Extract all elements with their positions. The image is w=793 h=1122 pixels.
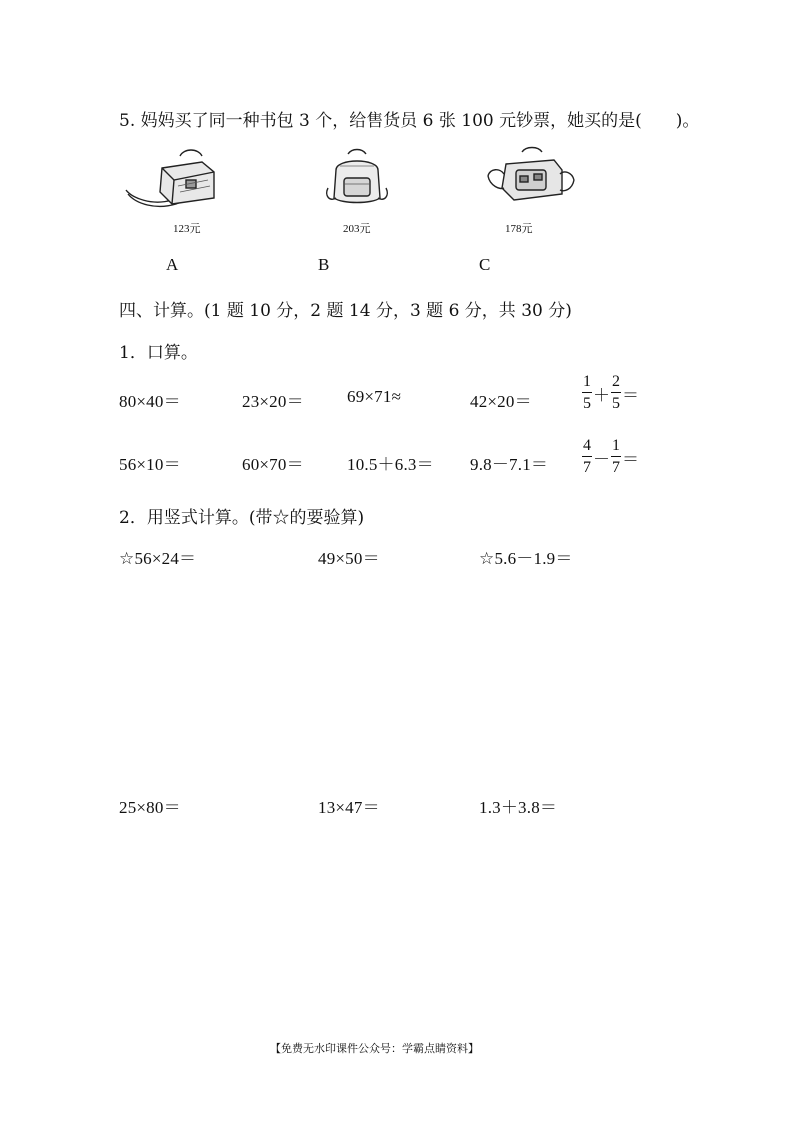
vertical-calc-item: ☆5.6－1.9＝	[479, 549, 573, 568]
oral-calc-item: 23×20＝	[242, 392, 304, 411]
denominator: 7	[583, 459, 591, 476]
fraction-expression-1	[582, 374, 640, 412]
vertical-calc-item: 1.3＋3.8＝	[479, 798, 558, 817]
oral-calc-item: 56×10＝	[119, 455, 181, 474]
footer-note: 【免费无水印课件公众号：学霸点睛资料】	[270, 1042, 479, 1055]
denominator: 5	[583, 395, 591, 412]
sub1-title: 1．口算。	[119, 343, 198, 363]
vertical-calc-item: 25×80＝	[119, 798, 181, 817]
numerator: 1	[582, 374, 592, 393]
section-4-title: 四、计算。(1 题 10 分，2 题 14 分，3 题 6 分，共 30 分)	[119, 301, 572, 321]
denominator: 7	[612, 459, 620, 476]
price-c: 178元	[505, 223, 533, 235]
school-bag-icon	[486, 146, 576, 208]
price-b: 203元	[343, 223, 371, 235]
option-a[interactable]: A	[166, 255, 179, 274]
fraction	[582, 374, 592, 412]
backpack-icon	[322, 148, 392, 208]
oral-calc-item: 80×40＝	[119, 392, 181, 411]
numerator: 4	[582, 438, 592, 457]
oral-calc-item: 69×71≈	[347, 387, 402, 406]
sub2-title: 2．用竖式计算。(带☆的要验算)	[119, 508, 365, 528]
operator: ＋	[593, 385, 610, 405]
numerator: 1	[611, 438, 621, 457]
oral-calc-item: 10.5＋6.3＝	[347, 455, 434, 474]
fraction	[582, 438, 592, 476]
equals-sign: ＝	[622, 385, 639, 405]
fraction-expression-2	[582, 438, 640, 476]
equals-sign: ＝	[622, 449, 639, 469]
fraction	[611, 438, 621, 476]
shoulder-bag-icon	[122, 146, 222, 212]
question-5-text: 5. 妈妈买了同一种书包 3 个，给售货员 6 张 100 元钞票，她买的是( )。	[119, 111, 700, 131]
price-a: 123元	[173, 223, 201, 235]
fraction	[611, 374, 621, 412]
oral-calc-item: 9.8－7.1＝	[470, 455, 549, 474]
vertical-calc-item: 49×50＝	[318, 549, 380, 568]
option-b[interactable]: B	[318, 255, 330, 274]
vertical-calc-item: ☆56×24＝	[119, 549, 197, 568]
numerator: 2	[611, 374, 621, 393]
option-c[interactable]: C	[479, 255, 491, 274]
denominator: 5	[612, 395, 620, 412]
vertical-calc-item: 13×47＝	[318, 798, 380, 817]
oral-calc-item: 60×70＝	[242, 455, 304, 474]
oral-calc-item: 42×20＝	[470, 392, 532, 411]
operator: －	[593, 449, 610, 469]
